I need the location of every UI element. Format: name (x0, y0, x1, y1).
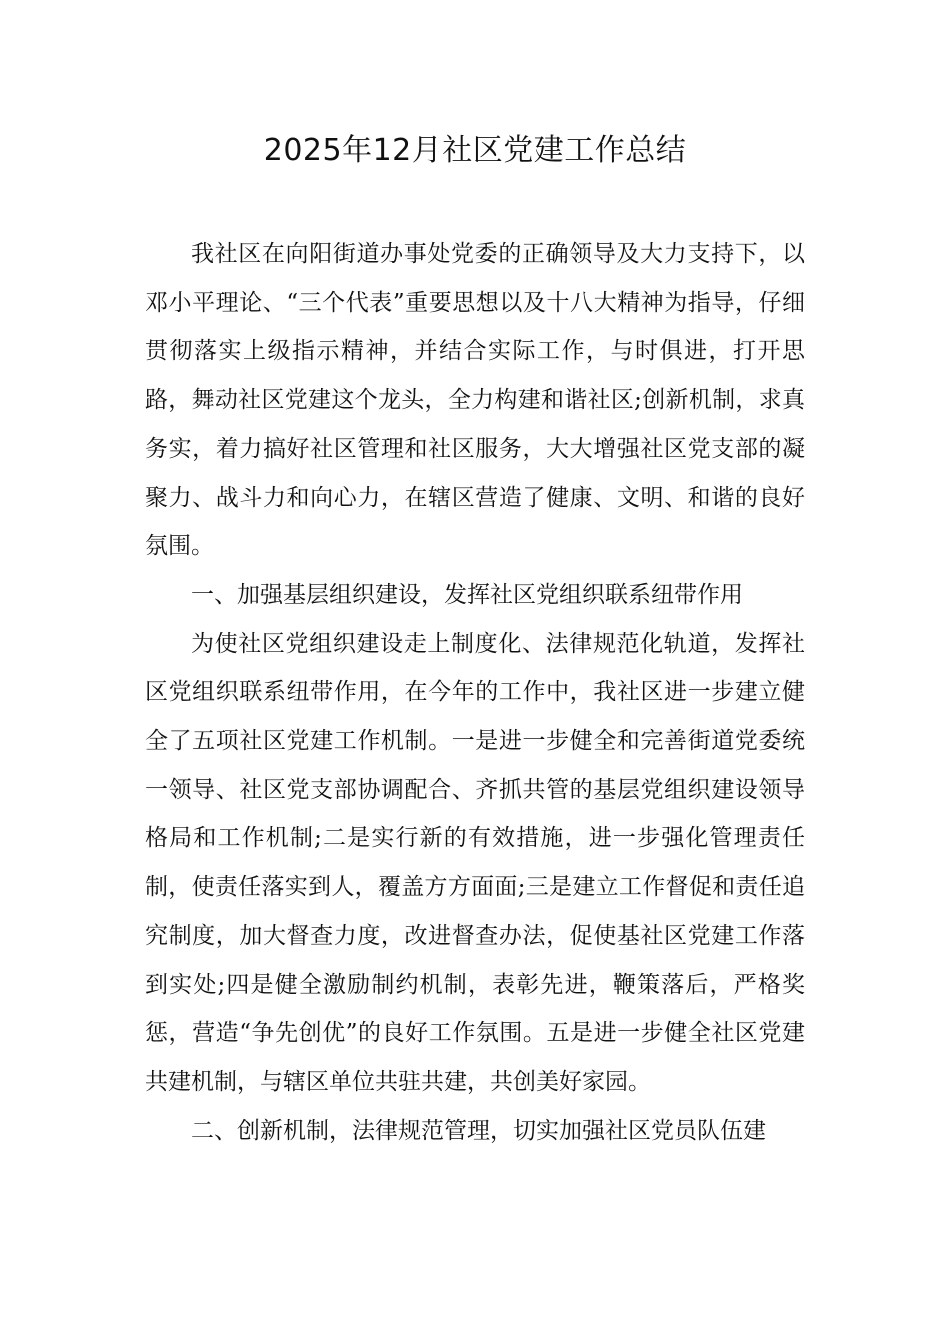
section-paragraph-1: 为使社区党组织建设走上制度化、法律规范化轨道，发挥社区党组织联系纽带作用，在今年的工作中，我社区进一步建立健全了五项社区党建工作机制。一是进一步健全和完善街道党委统一领导、社区党支部协调配合、齐抓共管的基层党组织建设领导格局和工作机制;二是实行新的有效措施，进一步强化管理责任制，使责任落实到人，覆盖方方面面;三是建立工作督促和责任追究制度，加大督查力度，改进督查办法，促使基社区党建工作落到实处;四是健全激励制约机制，表彰先进，鞭策落后，严格奖惩，营造“争先创优”的良好工作氛围。五是进一步健全社区党建共建机制，与辖区单位共驻共建，共创美好家园。 (145, 630, 805, 1095)
document-body (145, 230, 805, 1155)
section-heading-1: 一、加强基层组织建设，发挥社区党组织联系纽带作用 (191, 581, 743, 608)
section-heading-2: 二、创新机制，法律规范管理，切实加强社区党员队伍建 (191, 1117, 766, 1144)
intro-paragraph: 我社区在向阳街道办事处党委的正确领导及大力支持下，以邓小平理论、“三个代表”重要思想以及十八大精神为指导，仔细贯彻落实上级指示精神，并结合实际工作，与时俱进，打开思路，舞动社区党建这个龙头，全力构建和谐社区;创新机制，求真务实，着力搞好社区管理和社区服务，大大增强社区党支部的凝聚力、战斗力和向心力，在辖区营造了健康、文明、和谐的良好氛围。 (145, 241, 805, 560)
document-title: 2025年12月社区党建工作总结 (263, 133, 687, 168)
